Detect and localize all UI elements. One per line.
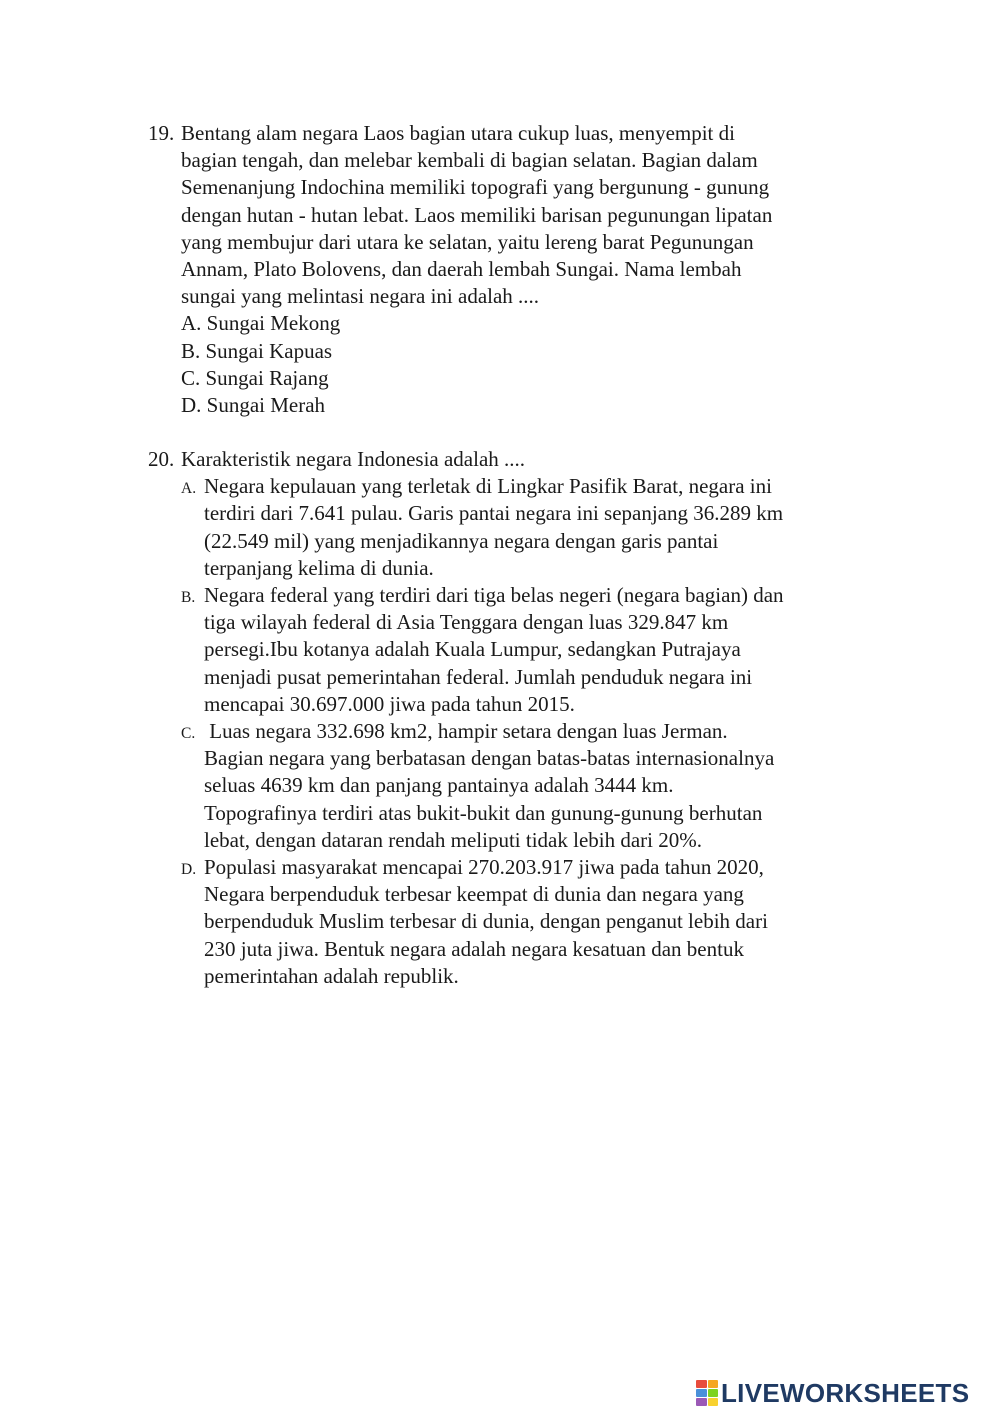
option-letter: C.	[181, 725, 196, 743]
option-text-line: Luas negara 332.698 km2, hampir setara dengan luas Jerman.	[204, 719, 728, 744]
option-text-line: Topografinya terdiri atas bukit-bukit dan gunung-gunung berhutan	[204, 800, 763, 825]
option-text-line: 230 juta jiwa. Bentuk negara adalah negara kesatuan dan bentuk	[204, 936, 744, 961]
question-19-stem-line: Semenanjung Indochina memiliki topografi yang bergunung - gunung	[181, 175, 770, 200]
question-19	[148, 120, 878, 419]
option-text-line: (22.549 mil) yang menjadikannya negara dengan garis pantai	[204, 528, 719, 553]
option-letter: B.	[181, 589, 196, 607]
question-19-stem-line: yang membujur dari utara ke selatan, yaitu lereng barat Pegunungan	[181, 229, 754, 254]
question-20-stem: Karakteristik negara Indonesia adalah ....	[181, 447, 526, 471]
option-text-line: terpanjang kelima di dunia.	[204, 555, 434, 580]
logo-tile	[708, 1389, 719, 1397]
option-text-line: Bagian negara yang berbatasan dengan batas-batas internasionalnya	[204, 746, 775, 771]
question-19-option-c[interactable]: C. Sungai Rajang	[181, 365, 329, 390]
option-text-line: Populasi masyarakat mencapai 270.203.917 jiwa pada tahun 2020,	[204, 855, 764, 880]
question-20	[148, 446, 878, 990]
logo-tile	[708, 1380, 719, 1388]
option-text-line: mencapai 30.697.000 jiwa pada tahun 2015.	[204, 691, 575, 716]
logo-tile	[696, 1389, 707, 1397]
option-text	[204, 854, 878, 990]
question-19-header	[148, 120, 878, 310]
option-letter: A.	[181, 480, 197, 498]
option-text-line: seluas 4639 km dan panjang pantainya adalah 3444 km.	[204, 773, 674, 798]
option-letter: D.	[181, 861, 197, 879]
option-text	[204, 473, 878, 582]
option-text-line: Negara berpenduduk terbesar keempat di dunia dan negara yang	[204, 882, 744, 907]
question-20-option-c[interactable]	[181, 718, 878, 854]
logo-tile	[708, 1398, 719, 1406]
question-19-stem-line: sungai yang melintasi negara ini adalah ....	[181, 284, 540, 309]
question-20-number: 20.	[148, 447, 175, 471]
option-text-line: berpenduduk Muslim terbesar di dunia, dengan penganut lebih dari	[204, 909, 768, 934]
question-19-stem-line: bagian tengah, dan melebar kembali di bagian selatan. Bagian dalam	[181, 148, 758, 173]
liveworksheets-brand[interactable]	[696, 1376, 969, 1410]
question-19-stem	[181, 120, 878, 310]
option-text-line: pemerintahan adalah republik.	[204, 963, 459, 988]
question-19-stem-line: Bentang alam negara Laos bagian utara cukup luas, menyempit di	[181, 121, 735, 145]
option-text	[204, 582, 878, 718]
question-20-header	[148, 446, 878, 473]
question-19-number: 19.	[148, 121, 175, 145]
question-20-option-d[interactable]	[181, 854, 878, 990]
option-text	[204, 718, 878, 854]
question-20-option-a[interactable]	[181, 473, 878, 582]
option-text-line: tiga wilayah federal di Asia Tenggara dengan luas 329.847 km	[204, 610, 729, 635]
question-20-option-b[interactable]	[181, 582, 878, 718]
liveworksheets-logo-icon	[696, 1380, 718, 1406]
logo-tile	[696, 1380, 707, 1388]
option-text-line: menjadi pusat pemerintahan federal. Jumlah penduduk negara ini	[204, 664, 753, 689]
option-text-line: persegi.Ibu kotanya adalah Kuala Lumpur, sedangkan Putrajaya	[204, 637, 741, 662]
option-text-line: lebat, dengan dataran rendah meliputi tidak lebih dari 20%.	[204, 827, 702, 852]
question-19-option-a[interactable]: A. Sungai Mekong	[181, 311, 341, 336]
option-text-line: Negara federal yang terdiri dari tiga belas negeri (negara bagian) dan	[204, 583, 784, 608]
question-19-option-b[interactable]: B. Sungai Kapuas	[181, 338, 333, 363]
logo-tile	[696, 1398, 707, 1406]
option-text-line: terdiri dari 7.641 pulau. Garis pantai negara ini sepanjang 36.289 km	[204, 501, 784, 526]
question-19-stem-line: Annam, Plato Bolovens, dan daerah lembah Sungai. Nama lembah	[181, 257, 742, 282]
question-19-option-d[interactable]: D. Sungai Merah	[181, 393, 326, 418]
question-19-stem-line: dengan hutan - hutan lebat. Laos memiliki barisan pegunungan lipatan	[181, 202, 773, 227]
liveworksheets-wordmark: LIVEWORKSHEETS	[721, 1377, 970, 1408]
option-text-line: Negara kepulauan yang terletak di Lingkar Pasifik Barat, negara ini	[204, 474, 772, 499]
